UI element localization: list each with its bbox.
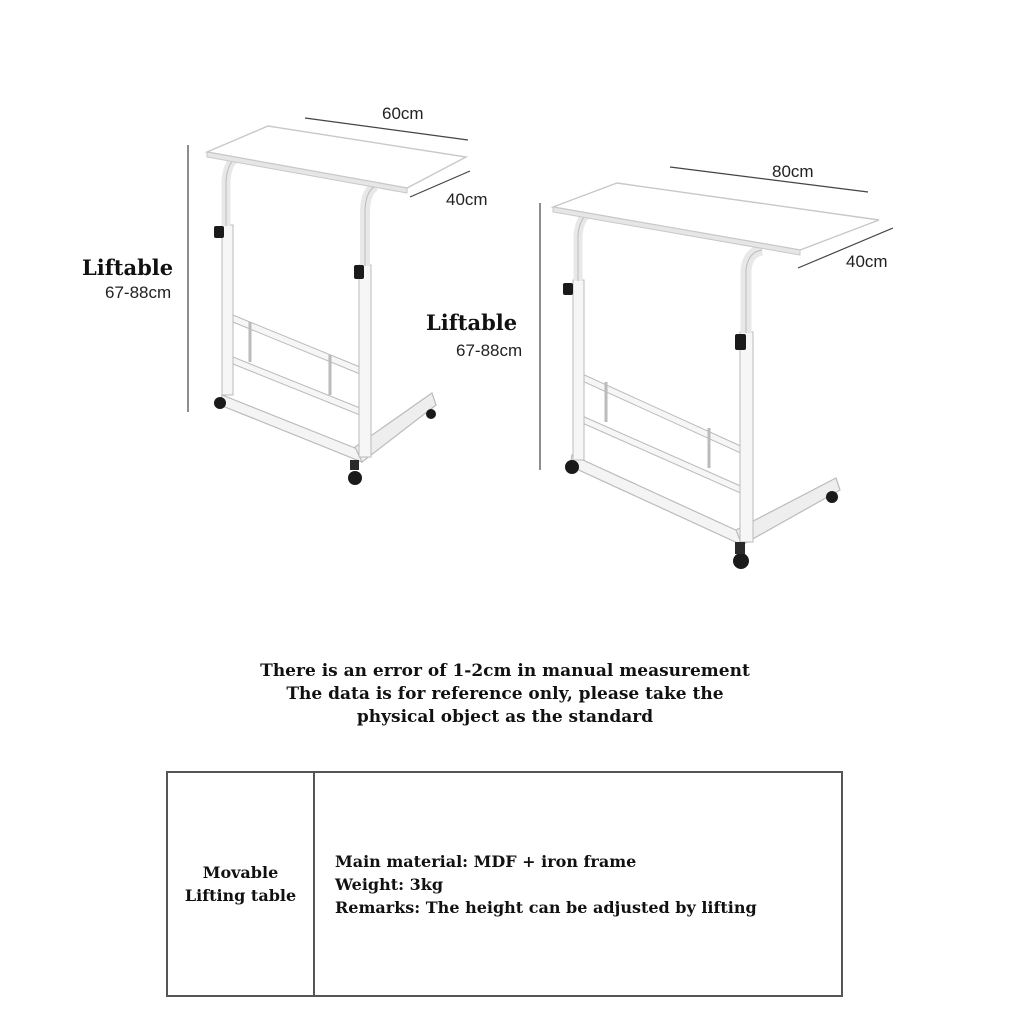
left-height-range: 67-88cm (105, 283, 172, 302)
left-table-drawing (188, 118, 470, 485)
right-table-drawing (540, 167, 893, 569)
right-width-label: 80cm (772, 162, 814, 181)
note-line-1: There is an error of 1-2cm in manual measurement (260, 661, 750, 681)
left-depth-label: 40cm (446, 190, 488, 209)
left-width-label: 60cm (382, 104, 424, 123)
right-liftable-title: Liftable (426, 310, 518, 335)
right-height-range: 67-88cm (456, 341, 523, 360)
spec-table (166, 771, 843, 997)
remarks-text: Remarks: The height can be adjusted by lifting (335, 897, 757, 917)
product-name-line-1: Movable (202, 863, 279, 882)
right-depth-label: 40cm (846, 252, 888, 271)
product-name-cell (168, 773, 315, 995)
note-line-3: physical object as the standard (356, 707, 654, 727)
left-liftable-title: Liftable (82, 255, 174, 280)
note-line-2: The data is for reference only, please take the (286, 684, 724, 704)
material-text: Main material: MDF + iron frame (335, 851, 637, 871)
measurement-note (0, 660, 1010, 729)
product-info-cell (315, 773, 841, 995)
product-name-line-2: Lifting table (184, 886, 297, 905)
weight-text: Weight: 3kg (335, 874, 444, 894)
